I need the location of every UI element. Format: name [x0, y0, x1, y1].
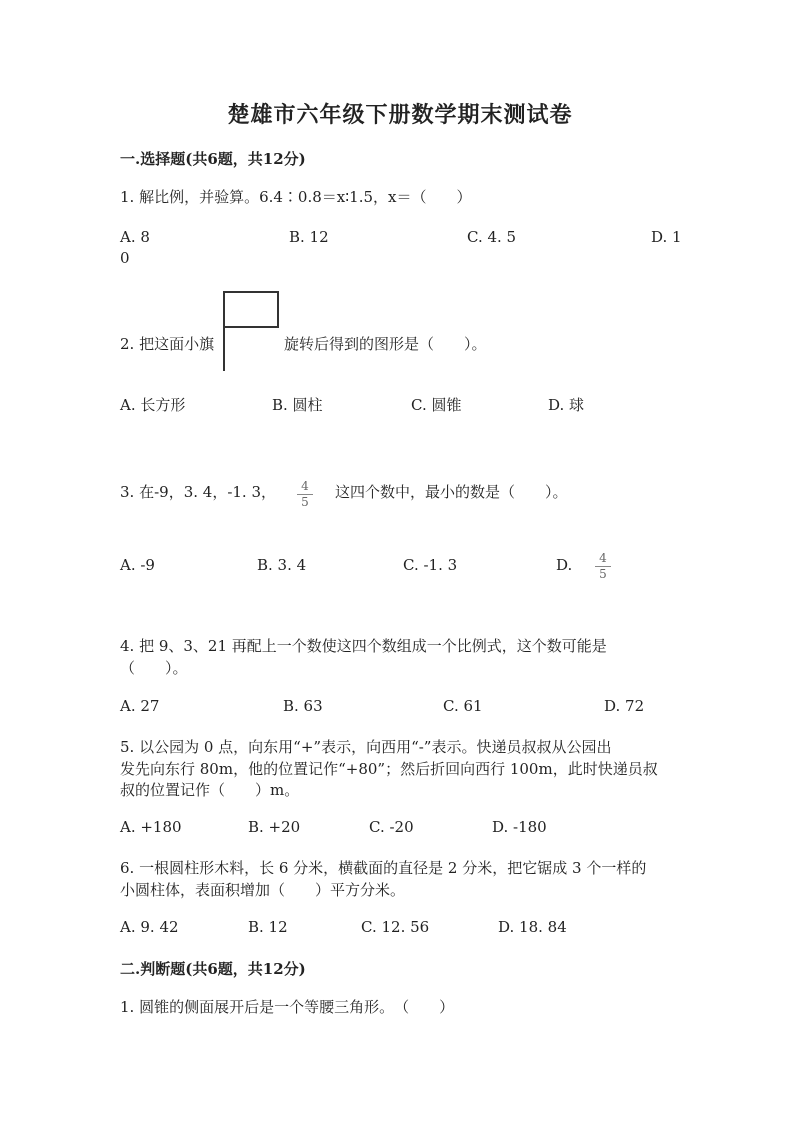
fraction-numerator: 4	[599, 551, 607, 565]
q6-option-c: C. 12. 56	[361, 918, 430, 936]
q2-option-c: C. 圆锥	[411, 396, 462, 414]
question-2-end: 旋转后得到的图形是（ ）。	[284, 335, 487, 353]
question-6-line2: 小圆柱体，表面积增加（ ）平方分米。	[120, 881, 406, 899]
q2-option-b: B. 圆柱	[272, 396, 323, 414]
question-3-end: 这四个数中，最小的数是（ ）。	[335, 483, 568, 501]
page-title: 楚雄市六年级下册数学期末测试卷	[227, 102, 573, 128]
q5-option-d: D. -180	[492, 818, 547, 836]
q1-option-a: A. 8	[120, 228, 150, 246]
q3-option-d-fraction	[595, 552, 611, 581]
q2-option-a: A. 长方形	[120, 396, 186, 414]
section-heading-judgement: 二.判断题(共6题，共12分)	[120, 960, 306, 978]
judgement-1: 1. 圆锥的侧面展开后是一个等腰三角形。 （ ）	[120, 998, 455, 1016]
q3-option-b: B. 3. 4	[257, 556, 307, 574]
question-2-start: 2. 把这面小旗	[120, 335, 215, 353]
question-1: 1. 解比例，并验算。6.4∶0.8＝x∶1.5，x＝（ ）	[120, 188, 472, 206]
fraction-denominator: 5	[599, 567, 607, 581]
q6-option-d: D. 18. 84	[498, 918, 567, 936]
q4-option-d: D. 72	[604, 697, 645, 715]
question-5-line1: 5. 以公园为 0 点，向东用“+”表示，向西用“-”表示。快递员叔叔从公园出	[120, 738, 612, 756]
q4-option-a: A. 27	[120, 697, 160, 715]
question-5-line2: 发先向东行 80m，他的位置记作“+80”；然后折回向西行 100m，此时快递员叔	[120, 760, 658, 778]
section-heading-choice: 一.选择题(共6题，共12分)	[120, 150, 306, 168]
q4-option-c: C. 61	[443, 697, 483, 715]
fraction-denominator: 5	[301, 495, 309, 509]
q3-option-d: D.	[556, 556, 573, 574]
q3-option-c: C. -1. 3	[403, 556, 458, 574]
q1-option-c: C. 4. 5	[467, 228, 517, 246]
q5-option-c: C. -20	[369, 818, 414, 836]
question-5-line3: 叔的位置记作（ ）m。	[120, 781, 300, 799]
question-3-start: 3. 在-9，3. 4，-1. 3，	[120, 483, 277, 501]
q2-option-d: D. 球	[548, 396, 585, 414]
question-4-line1: 4. 把 9、3、21 再配上一个数使这四个数组成一个比例式，这个数可能是	[120, 637, 607, 655]
q1-option-d-wrap: 0	[120, 249, 130, 267]
q1-option-b: B. 12	[289, 228, 329, 246]
q5-option-a: A. +180	[120, 818, 182, 836]
q4-option-b: B. 63	[283, 697, 323, 715]
flag-figure	[222, 291, 280, 371]
q6-option-b: B. 12	[248, 918, 288, 936]
question-6-line1: 6. 一根圆柱形木料，长 6 分米，横截面的直径是 2 分米，把它锯成 3 个一样的	[120, 859, 647, 877]
fraction-numerator: 4	[301, 479, 309, 493]
q3-option-a: A. -9	[120, 556, 155, 574]
q1-option-d: D. 1	[651, 228, 682, 246]
q3-fraction	[297, 480, 313, 509]
q6-option-a: A. 9. 42	[120, 918, 179, 936]
question-4-line2: （ ）。	[120, 659, 188, 677]
q5-option-b: B. +20	[248, 818, 301, 836]
